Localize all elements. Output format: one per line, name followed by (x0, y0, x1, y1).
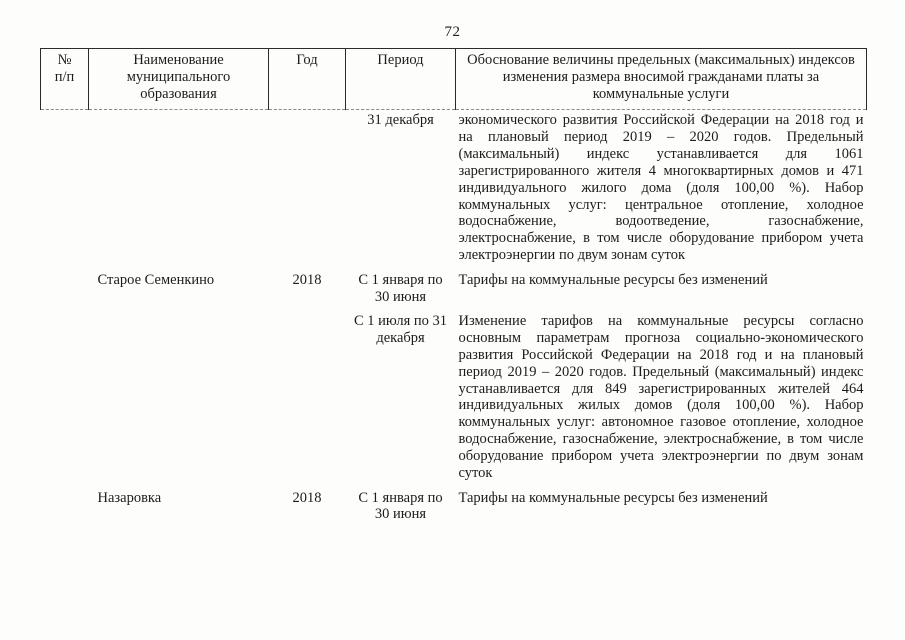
header-municipality: Наименование муниципального образования (89, 49, 269, 110)
cell-year (269, 311, 346, 487)
table-row (41, 311, 867, 487)
cell-municipality (89, 311, 269, 487)
cell-period: С 1 января по 30 июня (358, 271, 443, 305)
header-num (41, 49, 89, 110)
table-row (41, 488, 867, 530)
header-period: Период (346, 49, 456, 110)
cell-municipality: Старое Семенкино (97, 271, 215, 288)
cell-year (269, 110, 346, 270)
cell-period: С 1 июля по 31 декабря (353, 313, 448, 347)
header-num-line2: п/п (54, 68, 75, 85)
cell-municipality (89, 110, 269, 270)
cell-num (41, 110, 89, 270)
cell-year: 2018 (292, 489, 322, 506)
cell-num (41, 488, 89, 530)
table-header (41, 49, 867, 110)
tariff-table (40, 48, 867, 529)
cell-justification: Изменение тарифов на коммунальные ресурсы согласно основным параметрам прогноза социально-экономического развития Российской Федерации на 2018 год и на плановый период 2019 – 2020 годов. Предельный (максимальный) индекс устанавливается для 849 зарегистрированных жителей 464 индивидуальных жилых домов (доля 100,00 %). Набор коммунальных услуг: автономное газовое отопление, холодное водоснабжение, газоснабжение, электроснабжение, в том числе оборудование прибором учета электроэнергии по двум зонам суток (458, 313, 864, 481)
header-num-line1: № (57, 52, 72, 68)
table-row (41, 270, 867, 312)
header-year: Год (269, 49, 346, 110)
table-body (41, 110, 867, 529)
cell-num (41, 311, 89, 487)
table-header-row (41, 49, 867, 110)
cell-period: С 1 января по 30 июня (358, 489, 443, 523)
cell-period: 31 декабря (367, 112, 434, 129)
table-row (41, 110, 867, 270)
cell-justification: экономического развития Российской Федерации на 2018 год и на плановый период 2019 – 2020 годов. Предельный (максимальный) индекс устанавливается для 1061 зарегистрированного жителя 4 многоквартирных домов и 471 индивидуального жилого дома (доля 100,00 %). Набор коммунальных услуг: центральное отопление, холодное водоснабжение, водоотведение, газоснабжение, электроснабжение, в том числе оборудование прибором учета электроэнергии по двум зонам суток (458, 112, 864, 263)
page-number: 72 (444, 24, 461, 40)
cell-municipality: Назаровка (97, 489, 162, 506)
cell-justification: Тарифы на коммунальные ресурсы без изменений (458, 489, 768, 506)
header-justification: Обоснование величины предельных (максимальных) индексов изменения размера вносимой гражданами платы за коммунальные услуги (456, 49, 867, 110)
cell-year: 2018 (292, 271, 322, 288)
cell-justification: Тарифы на коммунальные ресурсы без изменений (458, 271, 768, 288)
cell-num (41, 270, 89, 312)
